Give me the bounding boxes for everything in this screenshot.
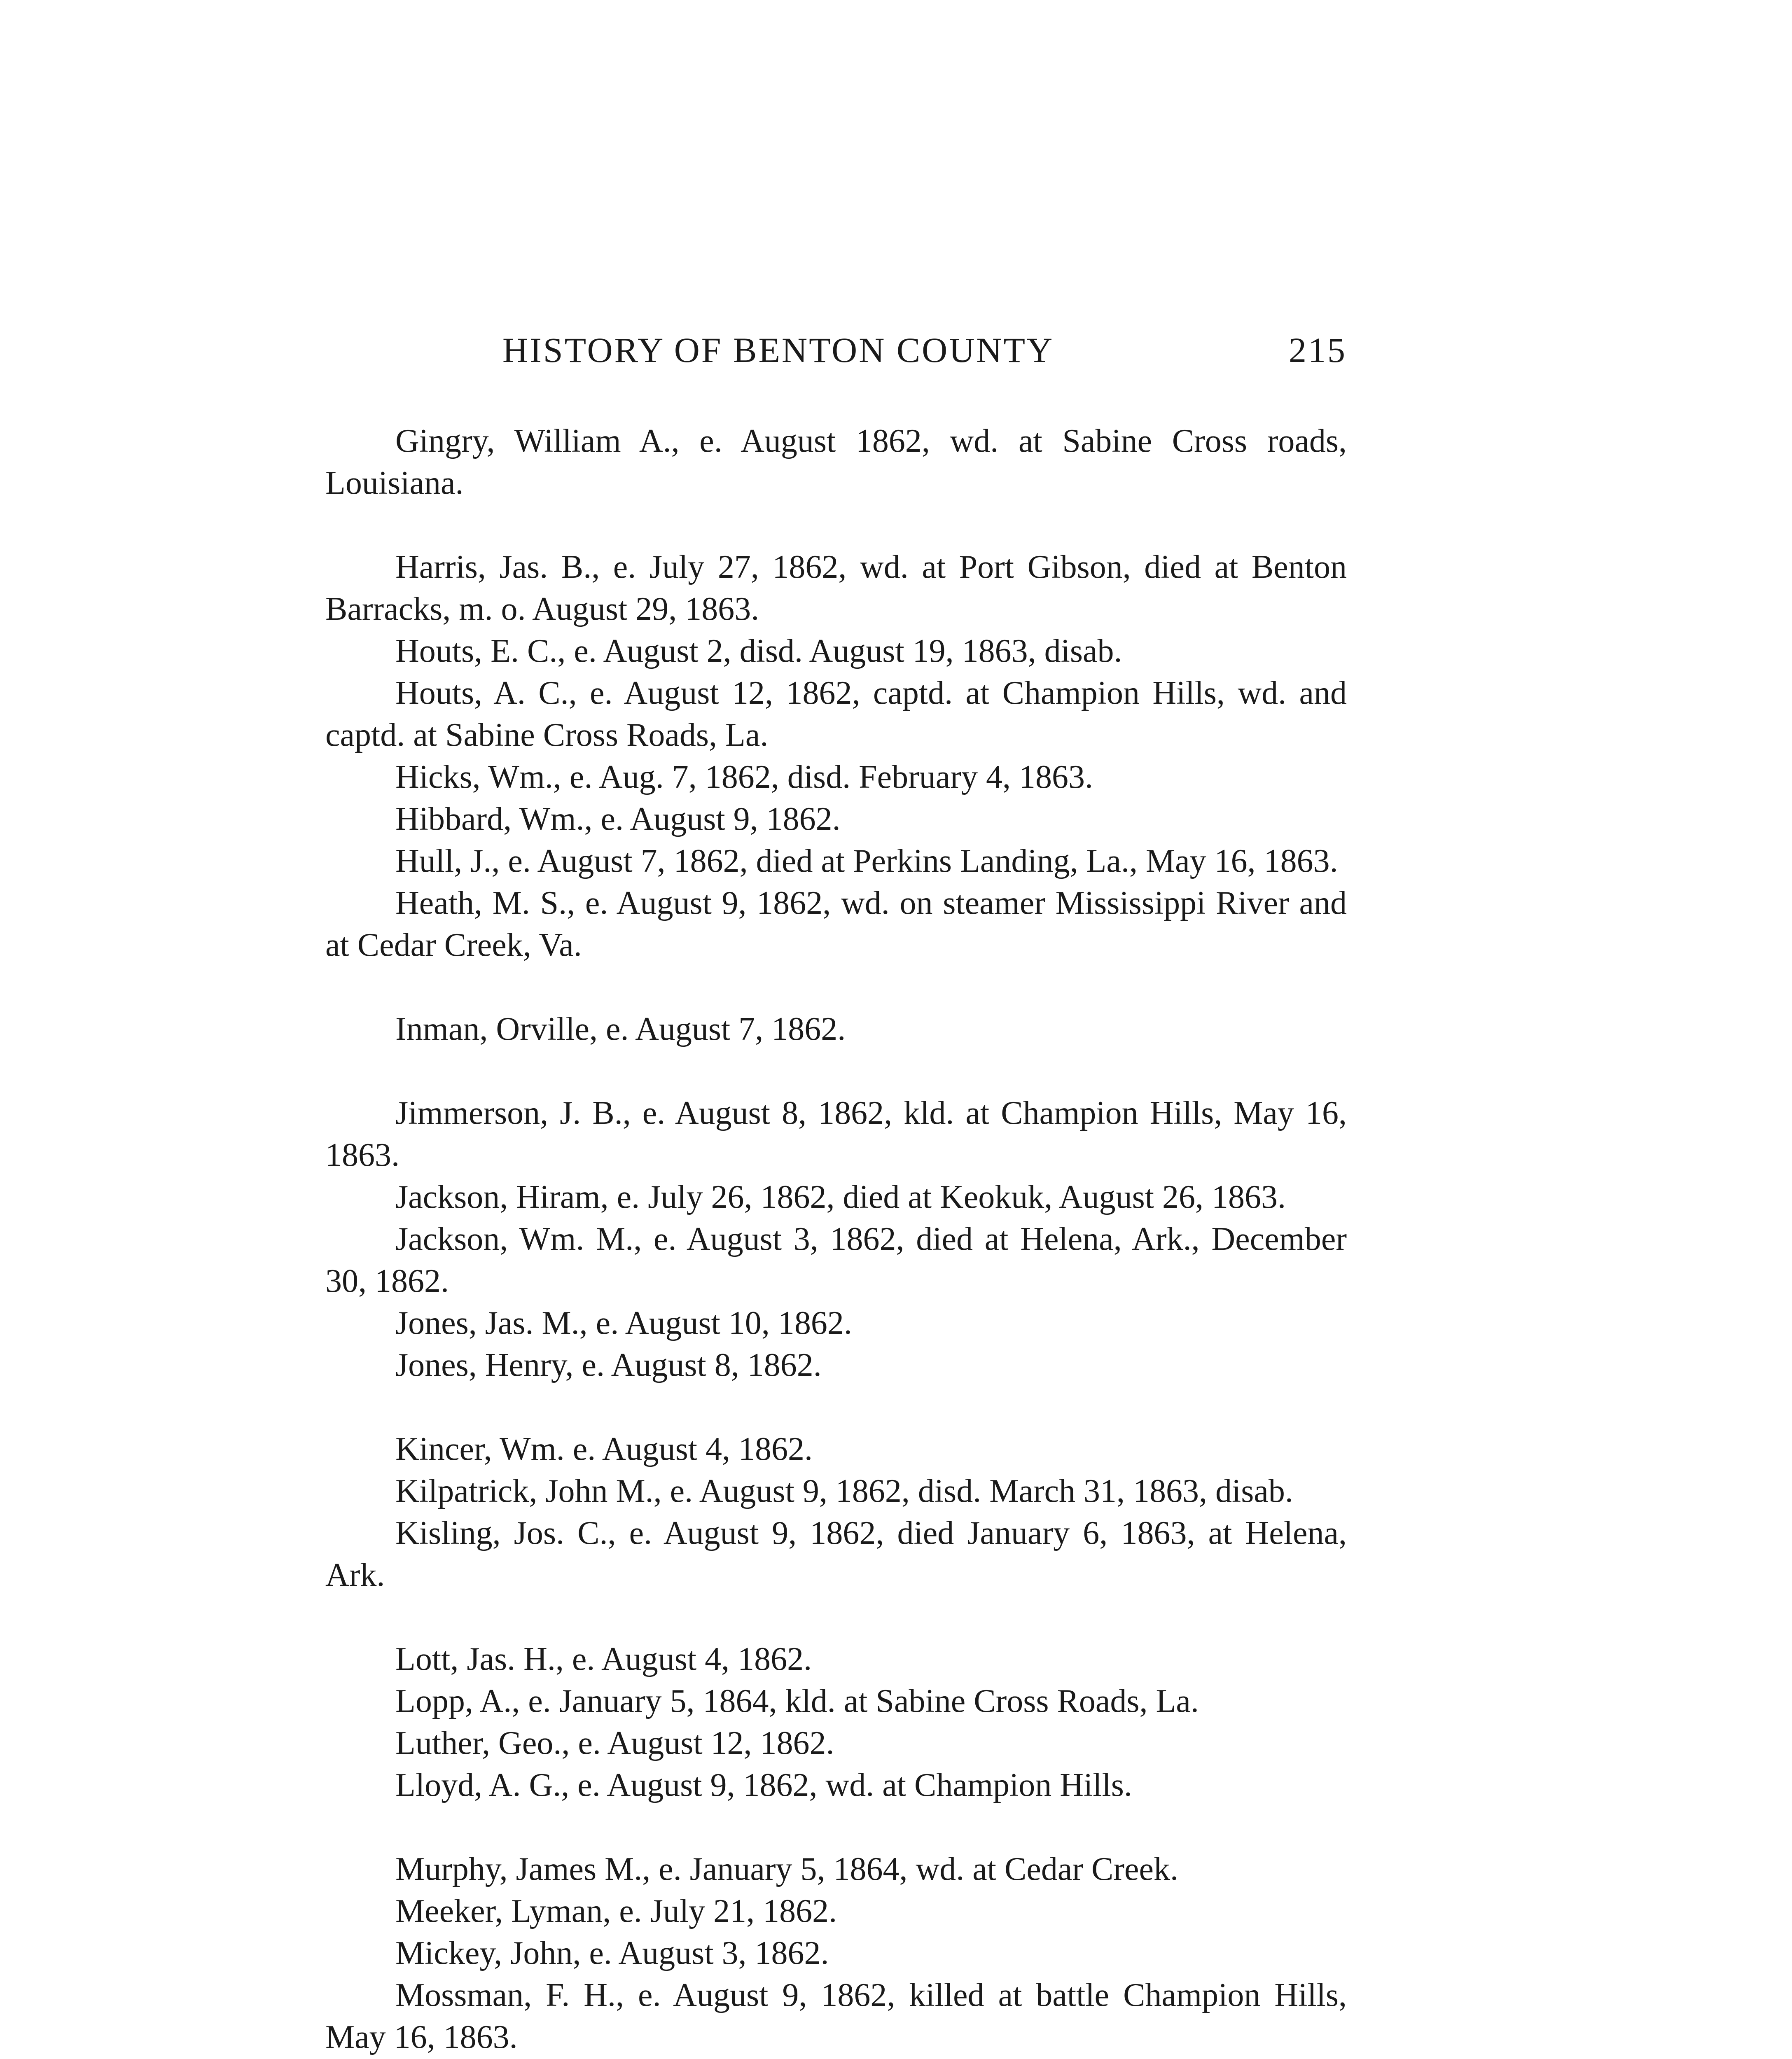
roster-entry: Lott, Jas. H., e. August 4, 1862. (395, 1641, 812, 1677)
roster-entry: Mossman, F. H., e. August 9, 1862, killed at battle Champion Hills, May 16, 1863. (325, 1977, 1347, 2055)
roster-group (325, 546, 1347, 966)
roster-entry: Gingry, William A., e. August 1862, wd. at Sabine Cross roads, Louisiana. (325, 423, 1347, 501)
roster-entry: Kilpatrick, John M., e. August 9, 1862, disd. March 31, 1863, disab. (395, 1473, 1293, 1509)
page-number: 215 (1289, 330, 1347, 370)
roster-group (325, 1638, 1347, 1806)
running-header-title: HISTORY OF BENTON COUNTY (502, 330, 1054, 370)
roster-entry: Jimmerson, J. B., e. August 8, 1862, kld. at Champion Hills, May 16, 1863. (325, 1095, 1347, 1173)
roster-entry: Meeker, Lyman, e. July 21, 1862. (395, 1893, 837, 1929)
roster-group (325, 1848, 1347, 2058)
roster-entry: Mickey, John, e. August 3, 1862. (395, 1935, 829, 1971)
book-page (325, 329, 1347, 2059)
roster-entry: Heath, M. S., e. August 9, 1862, wd. on steamer Mississippi River and at Cedar Creek, Va. (325, 885, 1347, 963)
roster-entry: Lloyd, A. G., e. August 9, 1862, wd. at Champion Hills. (395, 1767, 1132, 1803)
roster-entry: Jackson, Wm. M., e. August 3, 1862, died at Helena, Ark., December 30, 1862. (325, 1221, 1347, 1299)
roster-entry: Lopp, A., e. January 5, 1864, kld. at Sabine Cross Roads, La. (395, 1683, 1199, 1719)
roster-entry: Luther, Geo., e. August 12, 1862. (395, 1725, 834, 1761)
roster-entry: Jones, Henry, e. August 8, 1862. (395, 1347, 822, 1383)
roster-group (325, 1428, 1347, 1596)
roster-entry: Houts, A. C., e. August 12, 1862, captd. at Champion Hills, wd. and captd. at Sabine Cross Roads, La. (325, 675, 1347, 753)
roster-entry: Harris, Jas. B., e. July 27, 1862, wd. at Port Gibson, died at Benton Barracks, m. o. August 29, 1863. (325, 549, 1347, 627)
roster-entry: Kisling, Jos. C., e. August 9, 1862, died January 6, 1863, at Helena, Ark. (325, 1515, 1347, 1593)
roster-entry: Murphy, James M., e. January 5, 1864, wd. at Cedar Creek. (395, 1851, 1179, 1887)
roster-entry: Inman, Orville, e. August 7, 1862. (395, 1011, 846, 1047)
roster-entry: Kincer, Wm. e. August 4, 1862. (395, 1431, 813, 1467)
roster-entry: Hicks, Wm., e. Aug. 7, 1862, disd. February 4, 1863. (395, 759, 1093, 795)
roster-entries (325, 420, 1347, 2058)
roster-group (325, 1008, 1347, 1050)
roster-group (325, 420, 1347, 504)
roster-entry: Jackson, Hiram, e. July 26, 1862, died at Keokuk, August 26, 1863. (395, 1179, 1286, 1215)
roster-entry: Jones, Jas. M., e. August 10, 1862. (395, 1305, 852, 1341)
roster-entry: Hibbard, Wm., e. August 9, 1862. (395, 801, 841, 837)
roster-entry: Hull, J., e. August 7, 1862, died at Perkins Landing, La., May 16, 1863. (395, 843, 1338, 879)
roster-group (325, 1092, 1347, 1386)
roster-entry: Houts, E. C., e. August 2, disd. August 19, 1863, disab. (395, 633, 1122, 669)
running-header (325, 329, 1347, 375)
